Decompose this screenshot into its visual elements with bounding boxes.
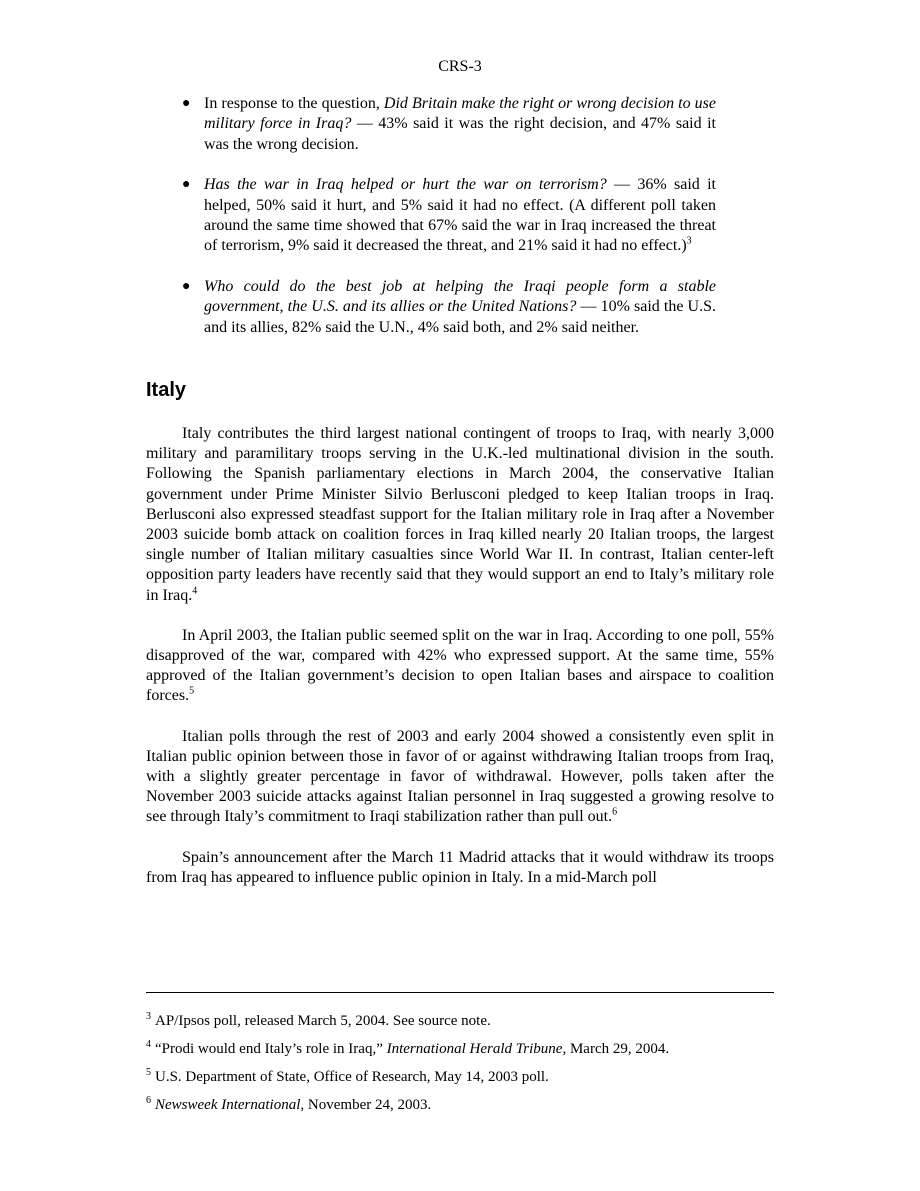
bullet-answer: — 10% said the U.S. and its allies, 82% said the U.N., 4% said both, and 2% said neither.	[204, 298, 716, 336]
footnote-text-tail: , November 24, 2003.	[300, 1097, 432, 1113]
bullet-question: Did Britain make the right or wrong decision to use military force in Iraq?	[204, 95, 716, 133]
paragraph	[146, 626, 774, 707]
section-heading-italy: Italy	[146, 379, 187, 401]
bullet-answer: — 43% said it was the right decision, and 47% said it was the wrong decision.	[204, 115, 716, 153]
footnotes	[146, 1011, 774, 1123]
footnote-number: 6	[146, 1095, 151, 1106]
paragraph	[146, 727, 774, 828]
bullet-question: Has the war in Iraq helped or hurt the war on terrorism?	[204, 176, 607, 194]
footnote-ref: 5	[189, 686, 195, 698]
footnote-source-title: International Herald Tribune	[386, 1041, 563, 1057]
bullet-item	[180, 277, 716, 338]
paragraph-text: In April 2003, the Italian public seemed split on the war in Iraq. According to one poll, 55% disapproved of the war, compared with 42% who expressed support. At the same time, 55% approved of the Italian government’s decision to open Italian bases and airspace to coalition forces.	[146, 626, 774, 705]
footnote	[146, 1011, 774, 1031]
bullet-answer: — 36% said it helped, 50% said it hurt, and 5% said it had no effect. (A different poll taken around the same time showed that 67% said the war in Iraq increased the threat of terrorism, 9% said it decreased the threat, and 21% said it had no effect.)	[204, 176, 716, 255]
footnote	[146, 1095, 774, 1115]
footnote-number: 3	[146, 1011, 151, 1022]
paragraph	[146, 424, 774, 606]
section-body	[146, 424, 774, 908]
paragraph-text: Italian polls through the rest of 2003 and early 2004 showed a consistently even split in Italian public opinion between those in favor of or against withdrawing Italian troops from Iraq, with a slightly greater percentage in favor of withdrawal. However, polls taken after the November 2003 suicide attacks against Italian personnel in Iraq suggested a growing resolve to see through Italy’s commitment to Iraqi stabilization rather than pull out.	[146, 727, 774, 826]
footnote-ref: 4	[192, 585, 198, 597]
footnote-source-title: Newsweek International	[155, 1097, 301, 1113]
footnote	[146, 1039, 774, 1059]
footnote-text: AP/Ipsos poll, released March 5, 2004. See source note.	[155, 1013, 491, 1029]
footnote-text-tail: , March 29, 2004.	[562, 1041, 670, 1057]
footnote-ref: 3	[686, 236, 692, 248]
footnote-number: 5	[146, 1067, 151, 1078]
bullet-item	[180, 94, 716, 155]
paragraph	[146, 848, 774, 888]
bullet-lead: In response to the question,	[204, 95, 384, 112]
footnote-ref: 6	[612, 807, 618, 819]
bullet-item	[180, 175, 716, 257]
bullet-dot-icon: ●	[182, 177, 191, 193]
bullet-dot-icon: ●	[182, 278, 191, 294]
paragraph-text: Italy contributes the third largest national contingent of troops to Iraq, with nearly 3,000 military and paramilitary troops serving in the U.K.-led multinational division in the south. Following the Spanish parliamentary elections in March 2004, the conservative Italian government under Prime Minister Silvio Berlusconi pledged to keep Italian troops in Iraq. Berlusconi also expressed steadfast support for the Italian military role in Iraq after a November 2003 suicide bomb attack on coalition forces in Iraq killed nearly 20 Italian troops, the largest single number of Italian military casualties since World War II. In contrast, Italian center-left opposition party leaders have recently said that they would support an end to Italy’s military role in Iraq.	[146, 425, 774, 604]
footnote-text: U.S. Department of State, Office of Research, May 14, 2003 poll.	[155, 1069, 549, 1085]
page-header: CRS-3	[438, 58, 482, 75]
bullet-question: Who could do the best job at helping the Iraqi people form a stable government, the U.S. and its allies or the United Nations?	[204, 277, 716, 316]
footnote-text: “Prodi would end Italy’s role in Iraq,”	[155, 1041, 387, 1057]
footnote-number: 4	[146, 1039, 151, 1050]
footnote	[146, 1067, 774, 1087]
bullet-dot-icon: ●	[182, 96, 191, 111]
footnote-divider	[146, 992, 774, 993]
poll-bullet-list	[180, 94, 716, 338]
paragraph-text: Spain’s announcement after the March 11 Madrid attacks that it would withdraw its troops from Iraq has appeared to influence public opinion in Italy. In a mid-March poll	[146, 848, 774, 886]
